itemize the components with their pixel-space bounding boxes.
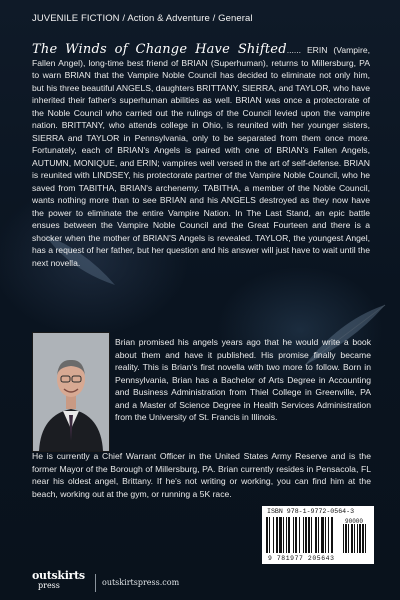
synopsis-lead: The Winds of Change Have Shifted xyxy=(32,42,287,57)
author-photo xyxy=(32,332,110,452)
price-code: 90000 xyxy=(345,518,364,525)
author-bio: Brian promised his angels years ago that he would write a book about them and have it published. His promise finally became reality. This is Brian's first novella with two more to follow. Born in Pennsylvania, Brian has a Bachelor of Arts Degree in Accounting and Business Administration from Thiel College in Greenville, PA and a Master of Science Degree in Health Services Administration from the University of St. Francis in Illinois. xyxy=(115,337,371,422)
synopsis xyxy=(32,44,370,269)
author-bio-continued: He is currently a Chief Warrant Officer in the United States Army Reserve and is the former Mayor of the Borough of Millersburg, PA. Brian currently resides in Pensacola, FL near his oldest angel, Brittany. If he's not writing or working, you can find him at the beach, working out at the gym, or running a 5K race. xyxy=(32,451,371,499)
logo-top-text: outskirts xyxy=(32,569,85,582)
logo-bottom-text: press xyxy=(38,581,60,590)
publisher-logo xyxy=(32,571,85,590)
publisher-url: outskirtspress.com xyxy=(102,578,180,587)
barcode-icon xyxy=(265,517,371,554)
category-label: JUVENILE FICTION / Action & Adventure / General xyxy=(32,13,253,24)
isbn-label: ISBN 978-1-9772-0564-3 xyxy=(267,508,355,515)
synopsis-body: ...... ERIN (Vampire, Fallen Angel), long-time best friend of BRIAN (Superhuman), returns to Millersburg, PA to warn BRIAN that the Vampire Noble Council has decided to eliminate not only him, but his three beautiful ANGELS, daughters BRITTANY, SIERRA, and TAYLOR, who have inherited their father's superhuman abilities as well. BRIAN was once a protectorate of the Noble Council who carried out the rulings of the Council levied upon the vampire nation. BRITTANY, who attends college in Ohio, is reunited with her younger sisters, SIERRA and TAYLOR in Pennsylvania, only to be separated from them once more. Fortunately, each of BRIAN's Angels is paired with one of BRIAN's Fallen Angels, AUTUMN, MONIQUE, and ERIN; vampires well versed in the art of self-defense. BRIAN is reunited with LINDSEY, his protectorate partner of the Vampire Noble Council, who he saved from TABITHA, BRIAN's archenemy. TABITHA, a member of the Noble Council, wants nothing more than to see BRIAN and his ANGELS destroyed as they now have the power to eliminate the entire Vampire Nation. In The Last Stand, an epic battle ensues between the Vampire Noble Council and the Great Fourteen and there is a shocker when the mother of BRIAN'S Angels is revealed. TAYLOR, the youngest Angel, has a request of her father, but her question and his answer will just have to wait until the next novella. xyxy=(32,45,370,268)
isbn-barcode xyxy=(262,506,374,564)
divider xyxy=(95,574,96,592)
barcode-number: 9 781977 205643 xyxy=(268,555,335,562)
